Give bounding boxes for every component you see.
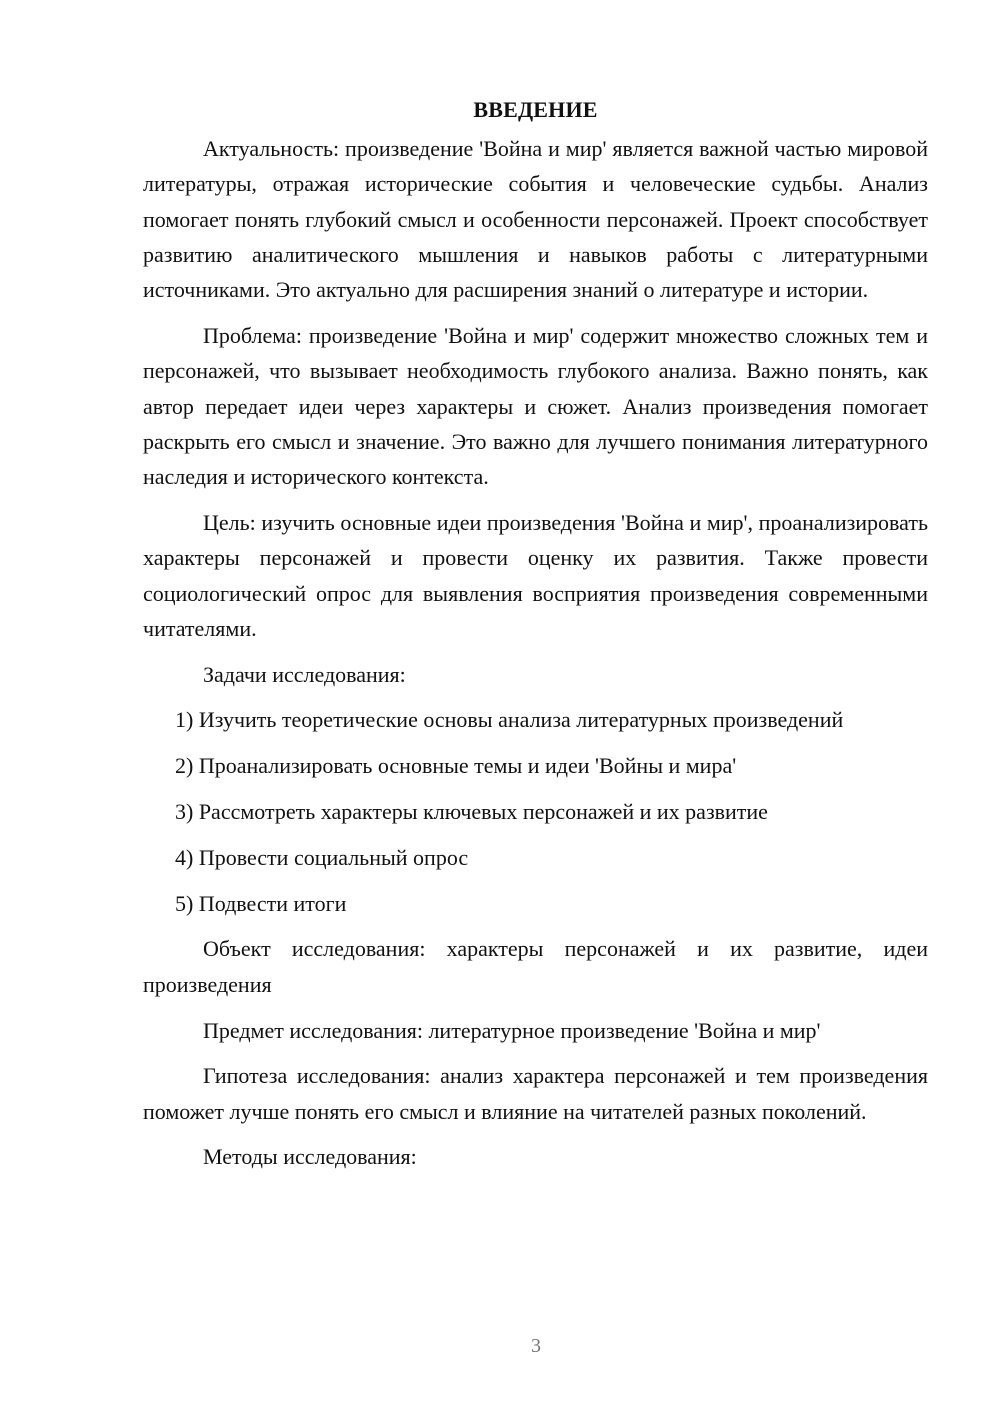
task-item-4: 4) Провести социальный опрос xyxy=(175,844,469,870)
paragraph-object: Объект исследования: характеры персонажей и их развитие, идеи произведения xyxy=(143,936,928,997)
task-item-3: 3) Рассмотреть характеры ключевых персонажей и их развитие xyxy=(175,799,768,825)
paragraph-goal: Цель: изучить основные идеи произведения 'Война и мир', проанализировать характеры персонажей и провести оценку их развития. Также провести социологический опрос для выявления восприятия произведения современными читателями. xyxy=(143,509,928,641)
paragraph-hypothesis: Гипотеза исследования: анализ характера персонажей и тем произведения поможет лучше понять его смысл и влияние на читателей разных поколений. xyxy=(143,1063,928,1124)
task-item-5: 5) Подвести итоги xyxy=(175,890,347,916)
tasks-title: Задачи исследования: xyxy=(203,661,406,687)
task-item-1: 1) Изучить теоретические основы анализа литературных произведений xyxy=(175,707,844,733)
paragraph-problem: Проблема: произведение 'Война и мир' содержит множество сложных тем и персонажей, что вызывает необходимость глубокого анализа. Важно понять, как автор передает идеи через характеры и сюжет. Анализ произведения помогает раскрыть его смысл и значение. Это важно для лучшего понимания литературного наследия и исторического контекста. xyxy=(143,322,928,490)
page-content xyxy=(143,92,928,1185)
paragraph-relevance: Актуальность: произведение 'Война и мир' является важной частью мировой литературы, отражая исторические события и человеческие судьбы. Анализ помогает понять глубокий смысл и особенности персонажей. Проект способствует развитию аналитического мышления и навыков работы с литературными источниками. Это актуально для расширения знаний о литературе и истории. xyxy=(143,136,928,303)
methods-title: Методы исследования: xyxy=(203,1144,417,1170)
section-heading: ВВЕДЕНИЕ xyxy=(473,97,598,122)
page-number: 3 xyxy=(531,1335,541,1357)
task-item-2: 2) Проанализировать основные темы и идеи 'Войны и мира' xyxy=(175,753,737,779)
tasks-list xyxy=(143,702,928,920)
paragraph-subject: Предмет исследования: литературное произведение 'Война и мир' xyxy=(203,1017,821,1043)
